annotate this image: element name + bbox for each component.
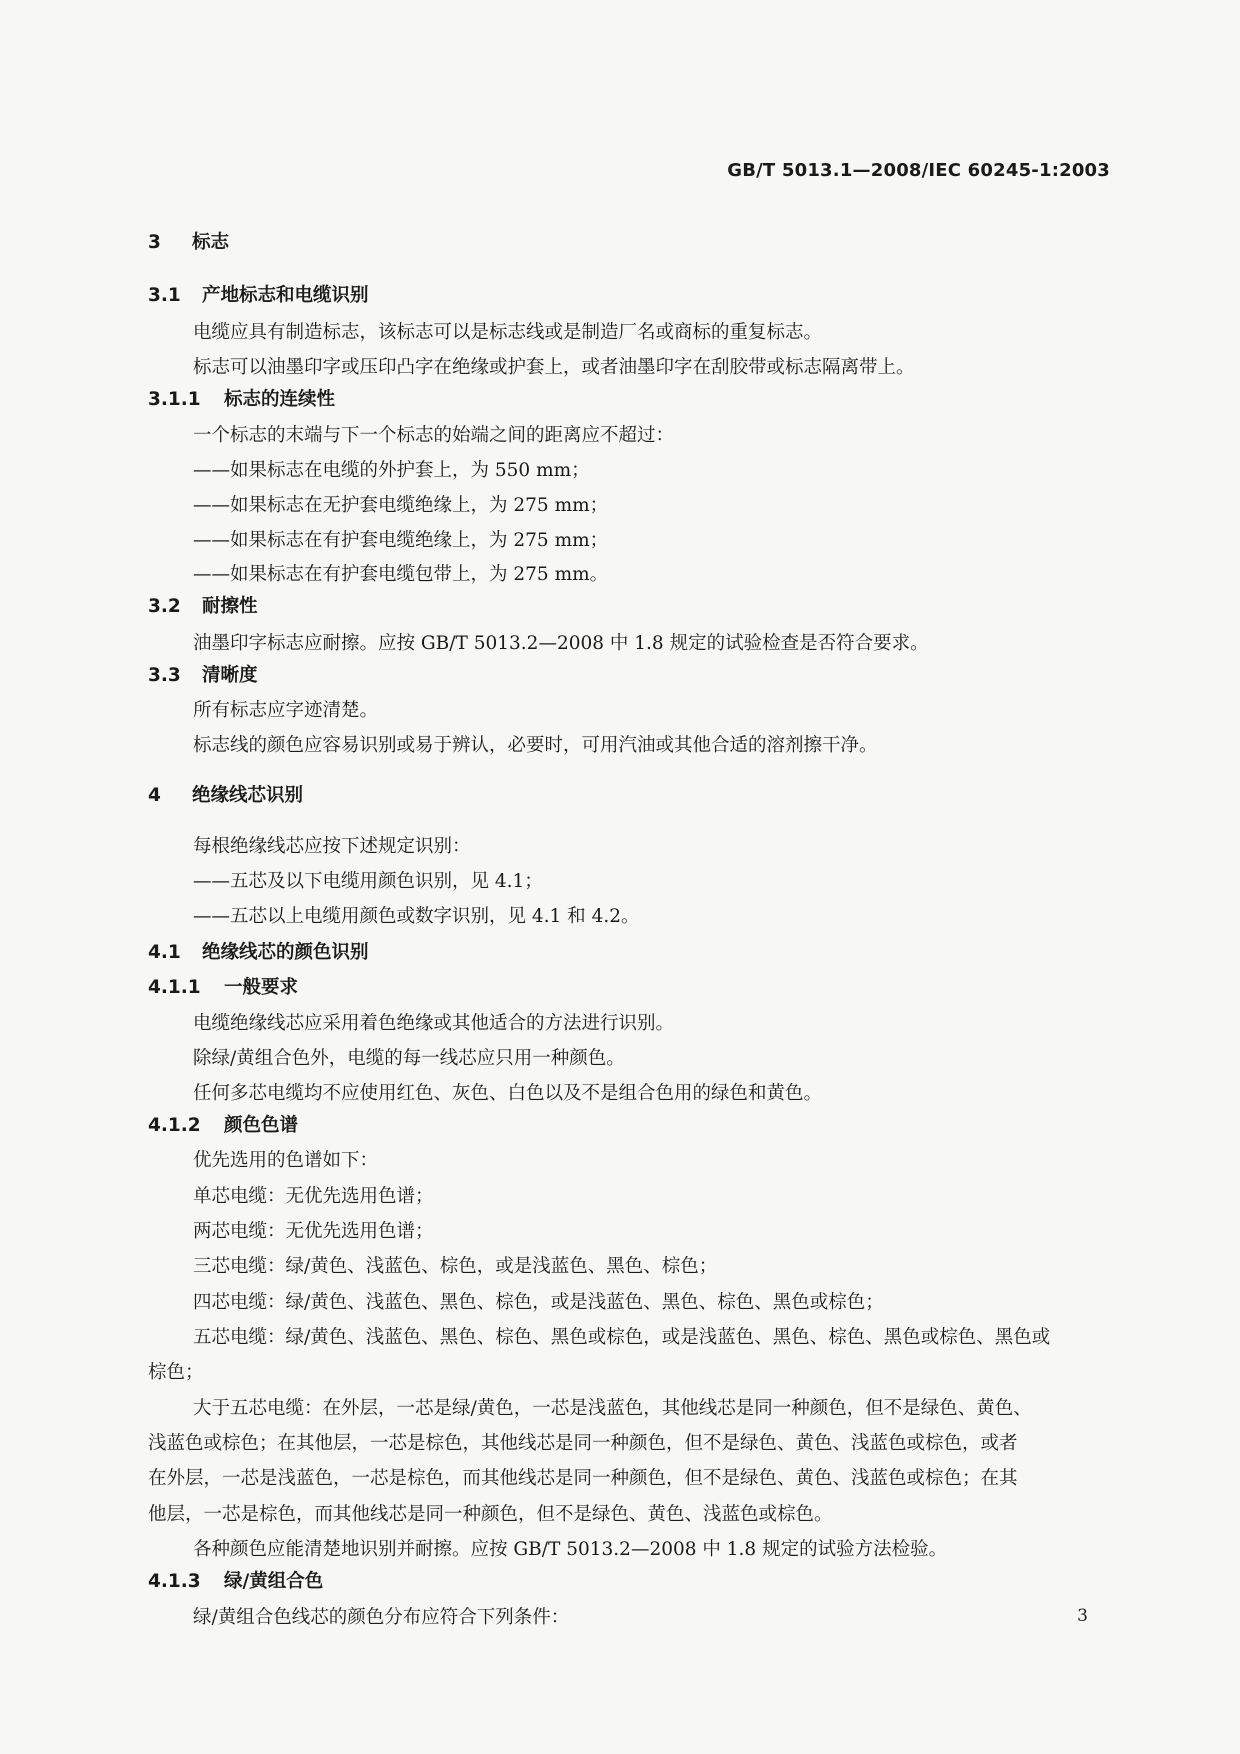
- dash-list-item: ——如果标志在有护套电缆包带上，为 275 mm。: [193, 564, 609, 585]
- section-number: 3: [148, 232, 161, 253]
- paragraph: 绿/黄组合色线芯的颜色分布应符合下列条件：: [193, 1607, 570, 1628]
- paragraph: 任何多芯电缆均不应使用红色、灰色、白色以及不是组合色用的绿色和黄色。: [193, 1083, 823, 1104]
- section-3-heading: [148, 228, 1240, 258]
- section-3-3-heading: [148, 661, 1240, 691]
- section-number: 4.1.2: [148, 1115, 201, 1136]
- section-title: 耐擦性: [202, 596, 258, 617]
- paragraph: 四芯电缆：绿/黄色、浅蓝色、黑色、棕色，或是浅蓝色、黑色、棕色、黑色或棕色；: [193, 1292, 884, 1313]
- section-4-1-3-heading: [148, 1567, 1240, 1597]
- section-title: 颜色色谱: [224, 1115, 299, 1136]
- document-id-header: GB/T 5013.1—2008/IEC 60245-1:2003: [727, 160, 1110, 181]
- paragraph: 除绿/黄组合色外，电缆的每一线芯应只用一种颜色。: [193, 1048, 625, 1069]
- paragraph-continuation: 棕色；: [148, 1362, 204, 1383]
- section-number: 4.1.3: [148, 1571, 201, 1592]
- paragraph: 五芯电缆：绿/黄色、浅蓝色、黑色、棕色、黑色或棕色，或是浅蓝色、黑色、棕色、黑色或棕色、黑色或: [193, 1327, 1051, 1348]
- section-4-heading: [148, 781, 1240, 811]
- section-number: 4.1: [148, 942, 181, 963]
- section-4-1-heading: [148, 938, 1240, 968]
- paragraph: 单芯电缆：无优先选用色谱；: [193, 1186, 434, 1207]
- section-number: 4: [148, 785, 161, 806]
- paragraph: 所有标志应字迹清楚。: [193, 700, 379, 721]
- paragraph-continuation: 他层，一芯是棕色，而其他线芯是同一种颜色，但不是绿色、黄色、浅蓝色或棕色。: [148, 1504, 833, 1525]
- section-title: 清晰度: [202, 665, 258, 686]
- paragraph: 三芯电缆：绿/黄色、浅蓝色、棕色，或是浅蓝色、黑色、棕色；: [193, 1256, 718, 1277]
- paragraph: 大于五芯电缆：在外层，一芯是绿/黄色，一芯是浅蓝色，其他线芯是同一种颜色，但不是绿色、黄色、: [193, 1398, 1032, 1419]
- section-3-1-1-heading: [148, 385, 1240, 415]
- section-title: 产地标志和电缆识别: [202, 285, 369, 306]
- section-number: 3.1: [148, 285, 181, 306]
- paragraph: 一个标志的末端与下一个标志的始端之间的距离应不超过：: [193, 425, 675, 446]
- paragraph: 油墨印字标志应耐擦。应按 GB/T 5013.2—2008 中 1.8 规定的试验检查是否符合要求。: [193, 633, 929, 654]
- paragraph: 各种颜色应能清楚地识别并耐擦。应按 GB/T 5013.2—2008 中 1.8 规定的试验方法检验。: [193, 1539, 948, 1560]
- section-number: 3.1.1: [148, 389, 201, 410]
- section-title: 绝缘线芯的颜色识别: [202, 942, 369, 963]
- section-3-2-heading: [148, 592, 1240, 622]
- section-3-1-heading: [148, 281, 1240, 311]
- paragraph-continuation: 浅蓝色或棕色；在其他层，一芯是棕色，其他线芯是同一种颜色，但不是绿色、黄色、浅蓝色或棕色，或者: [148, 1433, 1018, 1454]
- paragraph: 电缆绝缘线芯应采用着色绝缘或其他适合的方法进行识别。: [193, 1013, 675, 1034]
- paragraph: 优先选用的色谱如下：: [193, 1150, 379, 1171]
- section-number: 4.1.1: [148, 977, 201, 998]
- paragraph: 每根绝缘线芯应按下述规定识别：: [193, 836, 471, 857]
- section-number: 3.3: [148, 665, 181, 686]
- dash-list-item: ——如果标志在电缆的外护套上，为 550 mm；: [193, 460, 590, 481]
- section-title: 绝缘线芯识别: [192, 785, 304, 806]
- dash-list-item: ——如果标志在有护套电缆绝缘上，为 275 mm；: [193, 530, 609, 551]
- section-4-1-1-heading: [148, 973, 1240, 1003]
- section-title: 标志: [192, 232, 230, 253]
- page-number: 3: [1077, 1606, 1088, 1626]
- section-title: 一般要求: [224, 977, 299, 998]
- paragraph-continuation: 在外层，一芯是浅蓝色，一芯是棕色，而其他线芯是同一种颜色，但不是绿色、黄色、浅蓝色或棕色；在其: [148, 1468, 1018, 1489]
- section-title: 绿/黄组合色: [224, 1571, 324, 1592]
- paragraph: 标志可以油墨印字或压印凸字在绝缘或护套上，或者油墨印字在刮胶带或标志隔离带上。: [193, 357, 915, 378]
- dash-list-item: ——如果标志在无护套电缆绝缘上，为 275 mm；: [193, 495, 609, 516]
- section-number: 3.2: [148, 596, 181, 617]
- dash-list-item: ——五芯及以下电缆用颜色识别，见 4.1；: [193, 871, 543, 892]
- dash-list-item: ——五芯以上电缆用颜色或数字识别，见 4.1 和 4.2。: [193, 906, 640, 927]
- paragraph: 两芯电缆：无优先选用色谱；: [193, 1221, 434, 1242]
- section-4-1-2-heading: [148, 1111, 1240, 1141]
- section-title: 标志的连续性: [224, 389, 336, 410]
- paragraph: 电缆应具有制造标志，该标志可以是标志线或是制造厂名或商标的重复标志。: [193, 322, 823, 343]
- paragraph: 标志线的颜色应容易识别或易于辨认，必要时，可用汽油或其他合适的溶剂擦干净。: [193, 735, 878, 756]
